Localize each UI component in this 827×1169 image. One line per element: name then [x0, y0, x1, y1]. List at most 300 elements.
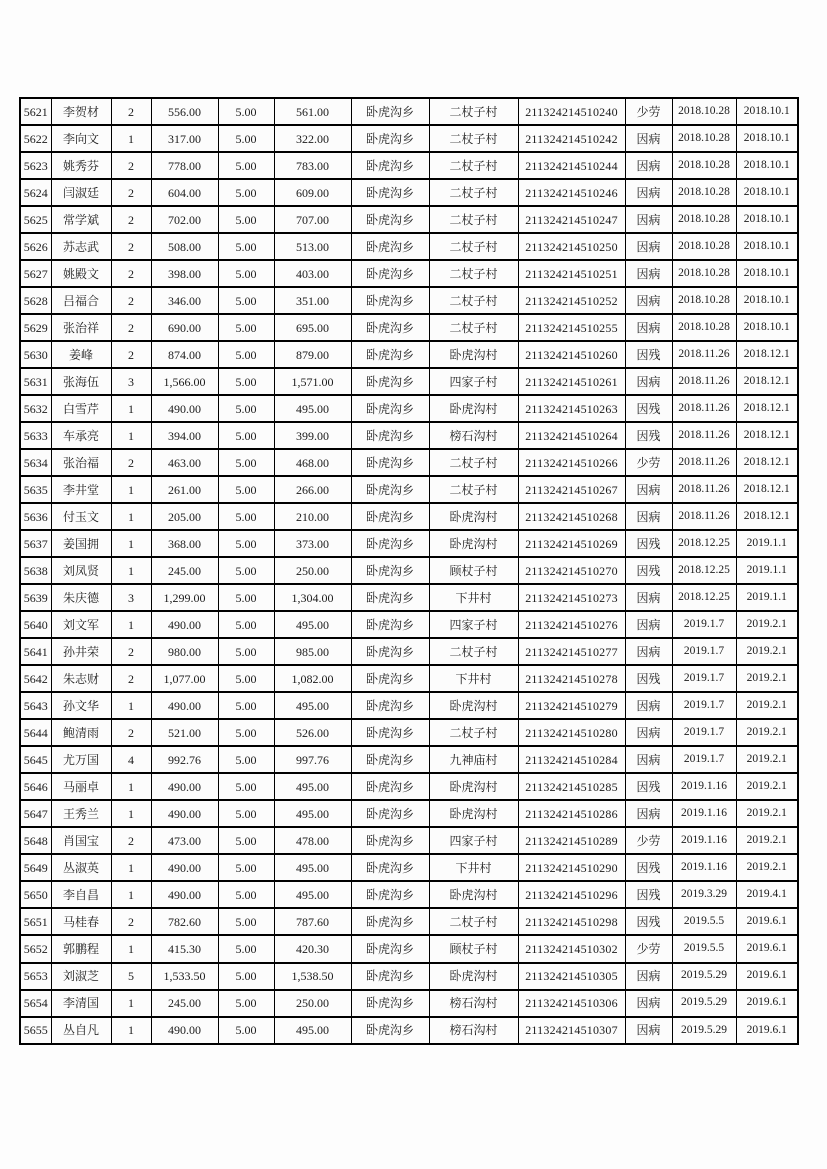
- table-row: [20, 665, 798, 692]
- cell-total-amount: 322.00: [274, 125, 351, 152]
- cell-seq: 5646: [20, 773, 51, 800]
- cell-person-name: 张治祥: [51, 314, 111, 341]
- cell-village: 卧虎沟村: [429, 963, 518, 990]
- cell-card-number: 211324214510302: [518, 935, 625, 962]
- cell-approval-date: 2019.5.29: [672, 1017, 736, 1044]
- cell-household-count: 1: [111, 557, 151, 584]
- table-row: [20, 449, 798, 476]
- cell-township: 卧虎沟乡: [351, 746, 429, 773]
- cell-poverty-reason: 因病: [625, 638, 672, 665]
- cell-card-number: 211324214510269: [518, 530, 625, 557]
- cell-village: 四家子村: [429, 611, 518, 638]
- cell-base-amount: 490.00: [151, 800, 218, 827]
- cell-poverty-reason: 因病: [625, 260, 672, 287]
- cell-person-name: 李向文: [51, 125, 111, 152]
- cell-approval-date: 2019.1.7: [672, 692, 736, 719]
- cell-seq: 5652: [20, 935, 51, 962]
- cell-base-amount: 261.00: [151, 476, 218, 503]
- cell-poverty-reason: 因病: [625, 611, 672, 638]
- cell-township: 卧虎沟乡: [351, 395, 429, 422]
- cell-total-amount: 495.00: [274, 881, 351, 908]
- cell-total-amount: 783.00: [274, 152, 351, 179]
- cell-base-amount: 473.00: [151, 827, 218, 854]
- cell-base-amount: 463.00: [151, 449, 218, 476]
- cell-village: 顾杖子村: [429, 935, 518, 962]
- cell-township: 卧虎沟乡: [351, 476, 429, 503]
- cell-township: 卧虎沟乡: [351, 908, 429, 935]
- table-row: [20, 368, 798, 395]
- cell-base-amount: 874.00: [151, 341, 218, 368]
- cell-card-number: 211324214510261: [518, 368, 625, 395]
- cell-card-number: 211324214510263: [518, 395, 625, 422]
- cell-village: 下井村: [429, 854, 518, 881]
- cell-effective-date: 2019.6.1: [736, 908, 798, 935]
- cell-effective-date: 2019.2.1: [736, 611, 798, 638]
- cell-approval-date: 2018.10.28: [672, 206, 736, 233]
- table-row: [20, 746, 798, 773]
- cell-effective-date: 2019.6.1: [736, 963, 798, 990]
- cell-price-subsidy: 5.00: [218, 611, 274, 638]
- cell-seq: 5630: [20, 341, 51, 368]
- cell-household-count: 2: [111, 719, 151, 746]
- cell-village: 顾杖子村: [429, 557, 518, 584]
- cell-total-amount: 561.00: [274, 98, 351, 125]
- cell-approval-date: 2019.5.5: [672, 935, 736, 962]
- cell-effective-date: 2019.2.1: [736, 719, 798, 746]
- cell-poverty-reason: 因病: [625, 800, 672, 827]
- cell-poverty-reason: 因残: [625, 557, 672, 584]
- cell-person-name: 朱庆德: [51, 584, 111, 611]
- cell-card-number: 211324214510268: [518, 503, 625, 530]
- cell-poverty-reason: 因残: [625, 773, 672, 800]
- cell-household-count: 1: [111, 125, 151, 152]
- cell-household-count: 1: [111, 395, 151, 422]
- cell-seq: 5635: [20, 476, 51, 503]
- cell-approval-date: 2019.1.7: [672, 611, 736, 638]
- cell-total-amount: 526.00: [274, 719, 351, 746]
- cell-approval-date: 2019.1.16: [672, 854, 736, 881]
- cell-effective-date: 2018.12.1: [736, 503, 798, 530]
- cell-village: 二杖子村: [429, 179, 518, 206]
- cell-person-name: 刘凤贤: [51, 557, 111, 584]
- cell-person-name: 马丽卓: [51, 773, 111, 800]
- cell-price-subsidy: 5.00: [218, 314, 274, 341]
- cell-card-number: 211324214510290: [518, 854, 625, 881]
- cell-approval-date: 2018.11.26: [672, 341, 736, 368]
- cell-price-subsidy: 5.00: [218, 341, 274, 368]
- cell-effective-date: 2019.2.1: [736, 773, 798, 800]
- cell-base-amount: 980.00: [151, 638, 218, 665]
- cell-seq: 5634: [20, 449, 51, 476]
- table-row: [20, 719, 798, 746]
- cell-approval-date: 2018.11.26: [672, 476, 736, 503]
- table-row: [20, 152, 798, 179]
- cell-price-subsidy: 5.00: [218, 990, 274, 1017]
- cell-person-name: 丛自凡: [51, 1017, 111, 1044]
- cell-price-subsidy: 5.00: [218, 963, 274, 990]
- cell-approval-date: 2018.11.26: [672, 395, 736, 422]
- cell-total-amount: 879.00: [274, 341, 351, 368]
- cell-seq: 5627: [20, 260, 51, 287]
- cell-total-amount: 1,538.50: [274, 963, 351, 990]
- cell-seq: 5626: [20, 233, 51, 260]
- table-row: [20, 341, 798, 368]
- cell-village: 榜石沟村: [429, 1017, 518, 1044]
- cell-approval-date: 2018.11.26: [672, 449, 736, 476]
- cell-household-count: 1: [111, 854, 151, 881]
- cell-poverty-reason: 因病: [625, 692, 672, 719]
- cell-village: 四家子村: [429, 368, 518, 395]
- cell-township: 卧虎沟乡: [351, 692, 429, 719]
- cell-person-name: 刘文军: [51, 611, 111, 638]
- cell-township: 卧虎沟乡: [351, 314, 429, 341]
- cell-seq: 5623: [20, 152, 51, 179]
- cell-township: 卧虎沟乡: [351, 98, 429, 125]
- cell-card-number: 211324214510305: [518, 963, 625, 990]
- cell-effective-date: 2019.2.1: [736, 638, 798, 665]
- cell-person-name: 李贺材: [51, 98, 111, 125]
- cell-poverty-reason: 因病: [625, 963, 672, 990]
- cell-effective-date: 2018.10.1: [736, 206, 798, 233]
- cell-person-name: 张治福: [51, 449, 111, 476]
- cell-person-name: 孙文华: [51, 692, 111, 719]
- cell-household-count: 1: [111, 422, 151, 449]
- cell-approval-date: 2018.11.26: [672, 503, 736, 530]
- cell-seq: 5632: [20, 395, 51, 422]
- cell-township: 卧虎沟乡: [351, 233, 429, 260]
- cell-total-amount: 250.00: [274, 990, 351, 1017]
- cell-township: 卧虎沟乡: [351, 206, 429, 233]
- cell-approval-date: 2019.5.29: [672, 990, 736, 1017]
- cell-person-name: 白雪芹: [51, 395, 111, 422]
- cell-seq: 5650: [20, 881, 51, 908]
- cell-household-count: 5: [111, 963, 151, 990]
- cell-township: 卧虎沟乡: [351, 341, 429, 368]
- cell-total-amount: 210.00: [274, 503, 351, 530]
- cell-village: 榜石沟村: [429, 990, 518, 1017]
- cell-township: 卧虎沟乡: [351, 503, 429, 530]
- cell-seq: 5640: [20, 611, 51, 638]
- cell-price-subsidy: 5.00: [218, 584, 274, 611]
- cell-effective-date: 2019.2.1: [736, 665, 798, 692]
- cell-card-number: 211324214510266: [518, 449, 625, 476]
- cell-base-amount: 490.00: [151, 395, 218, 422]
- cell-price-subsidy: 5.00: [218, 638, 274, 665]
- table-row: [20, 557, 798, 584]
- cell-seq: 5622: [20, 125, 51, 152]
- cell-base-amount: 556.00: [151, 98, 218, 125]
- cell-township: 卧虎沟乡: [351, 422, 429, 449]
- cell-seq: 5638: [20, 557, 51, 584]
- cell-total-amount: 468.00: [274, 449, 351, 476]
- cell-price-subsidy: 5.00: [218, 476, 274, 503]
- cell-card-number: 211324214510246: [518, 179, 625, 206]
- cell-poverty-reason: 因残: [625, 395, 672, 422]
- cell-effective-date: 2019.6.1: [736, 935, 798, 962]
- cell-total-amount: 495.00: [274, 854, 351, 881]
- cell-village: 二杖子村: [429, 908, 518, 935]
- cell-seq: 5639: [20, 584, 51, 611]
- cell-household-count: 2: [111, 341, 151, 368]
- cell-seq: 5643: [20, 692, 51, 719]
- cell-township: 卧虎沟乡: [351, 963, 429, 990]
- cell-township: 卧虎沟乡: [351, 665, 429, 692]
- cell-village: 二杖子村: [429, 287, 518, 314]
- cell-card-number: 211324214510285: [518, 773, 625, 800]
- cell-approval-date: 2018.11.26: [672, 422, 736, 449]
- cell-total-amount: 478.00: [274, 827, 351, 854]
- table-row: [20, 692, 798, 719]
- cell-approval-date: 2018.10.28: [672, 125, 736, 152]
- cell-village: 二杖子村: [429, 719, 518, 746]
- cell-card-number: 211324214510242: [518, 125, 625, 152]
- cell-poverty-reason: 少劳: [625, 98, 672, 125]
- cell-poverty-reason: 因病: [625, 287, 672, 314]
- cell-village: 卧虎沟村: [429, 800, 518, 827]
- cell-household-count: 1: [111, 530, 151, 557]
- cell-township: 卧虎沟乡: [351, 287, 429, 314]
- cell-person-name: 吕福合: [51, 287, 111, 314]
- cell-village: 二杖子村: [429, 206, 518, 233]
- cell-card-number: 211324214510250: [518, 233, 625, 260]
- cell-poverty-reason: 因病: [625, 990, 672, 1017]
- cell-total-amount: 266.00: [274, 476, 351, 503]
- table-row: [20, 260, 798, 287]
- table-row: [20, 990, 798, 1017]
- cell-price-subsidy: 5.00: [218, 449, 274, 476]
- cell-seq: 5621: [20, 98, 51, 125]
- cell-base-amount: 521.00: [151, 719, 218, 746]
- cell-effective-date: 2018.10.1: [736, 233, 798, 260]
- cell-township: 卧虎沟乡: [351, 827, 429, 854]
- cell-person-name: 肖国宝: [51, 827, 111, 854]
- cell-township: 卧虎沟乡: [351, 719, 429, 746]
- table-row: [20, 881, 798, 908]
- cell-person-name: 马桂春: [51, 908, 111, 935]
- cell-household-count: 2: [111, 449, 151, 476]
- cell-township: 卧虎沟乡: [351, 990, 429, 1017]
- cell-approval-date: 2018.12.25: [672, 530, 736, 557]
- cell-household-count: 2: [111, 908, 151, 935]
- cell-poverty-reason: 因病: [625, 368, 672, 395]
- cell-card-number: 211324214510276: [518, 611, 625, 638]
- cell-poverty-reason: 因残: [625, 908, 672, 935]
- cell-person-name: 鲍清雨: [51, 719, 111, 746]
- cell-effective-date: 2018.12.1: [736, 395, 798, 422]
- cell-person-name: 孙井荣: [51, 638, 111, 665]
- cell-base-amount: 1,077.00: [151, 665, 218, 692]
- cell-household-count: 1: [111, 935, 151, 962]
- cell-price-subsidy: 5.00: [218, 233, 274, 260]
- cell-township: 卧虎沟乡: [351, 935, 429, 962]
- cell-card-number: 211324214510289: [518, 827, 625, 854]
- cell-poverty-reason: 少劳: [625, 935, 672, 962]
- cell-card-number: 211324214510251: [518, 260, 625, 287]
- cell-township: 卧虎沟乡: [351, 530, 429, 557]
- cell-base-amount: 317.00: [151, 125, 218, 152]
- cell-poverty-reason: 因残: [625, 530, 672, 557]
- cell-total-amount: 513.00: [274, 233, 351, 260]
- cell-total-amount: 1,304.00: [274, 584, 351, 611]
- cell-poverty-reason: 因残: [625, 881, 672, 908]
- cell-base-amount: 778.00: [151, 152, 218, 179]
- cell-approval-date: 2019.1.7: [672, 665, 736, 692]
- cell-card-number: 211324214510279: [518, 692, 625, 719]
- cell-price-subsidy: 5.00: [218, 557, 274, 584]
- cell-effective-date: 2018.10.1: [736, 152, 798, 179]
- cell-price-subsidy: 5.00: [218, 827, 274, 854]
- cell-household-count: 1: [111, 1017, 151, 1044]
- cell-village: 卧虎沟村: [429, 503, 518, 530]
- cell-seq: 5651: [20, 908, 51, 935]
- cell-card-number: 211324214510252: [518, 287, 625, 314]
- cell-village: 二杖子村: [429, 449, 518, 476]
- cell-base-amount: 508.00: [151, 233, 218, 260]
- cell-approval-date: 2019.1.16: [672, 773, 736, 800]
- cell-approval-date: 2018.10.28: [672, 233, 736, 260]
- cell-township: 卧虎沟乡: [351, 584, 429, 611]
- cell-approval-date: 2019.3.29: [672, 881, 736, 908]
- cell-person-name: 李自昌: [51, 881, 111, 908]
- cell-household-count: 2: [111, 233, 151, 260]
- table-row: [20, 287, 798, 314]
- cell-household-count: 1: [111, 800, 151, 827]
- subsidy-register-table: [19, 97, 799, 1045]
- cell-card-number: 211324214510273: [518, 584, 625, 611]
- cell-total-amount: 373.00: [274, 530, 351, 557]
- cell-poverty-reason: 因病: [625, 1017, 672, 1044]
- cell-village: 下井村: [429, 584, 518, 611]
- cell-price-subsidy: 5.00: [218, 854, 274, 881]
- cell-poverty-reason: 因病: [625, 152, 672, 179]
- cell-effective-date: 2018.12.1: [736, 422, 798, 449]
- cell-household-count: 1: [111, 881, 151, 908]
- cell-total-amount: 399.00: [274, 422, 351, 449]
- cell-card-number: 211324214510280: [518, 719, 625, 746]
- table-row: [20, 422, 798, 449]
- cell-household-count: 2: [111, 152, 151, 179]
- cell-total-amount: 985.00: [274, 638, 351, 665]
- table-row: [20, 611, 798, 638]
- cell-household-count: 2: [111, 179, 151, 206]
- cell-total-amount: 609.00: [274, 179, 351, 206]
- cell-base-amount: 1,299.00: [151, 584, 218, 611]
- cell-poverty-reason: 因病: [625, 719, 672, 746]
- cell-poverty-reason: 少劳: [625, 827, 672, 854]
- cell-township: 卧虎沟乡: [351, 800, 429, 827]
- cell-village: 九神庙村: [429, 746, 518, 773]
- cell-household-count: 1: [111, 990, 151, 1017]
- cell-poverty-reason: 少劳: [625, 449, 672, 476]
- cell-village: 卧虎沟村: [429, 530, 518, 557]
- cell-base-amount: 604.00: [151, 179, 218, 206]
- cell-person-name: 丛淑英: [51, 854, 111, 881]
- table-row: [20, 584, 798, 611]
- cell-price-subsidy: 5.00: [218, 206, 274, 233]
- cell-card-number: 211324214510255: [518, 314, 625, 341]
- cell-household-count: 3: [111, 584, 151, 611]
- table-row: [20, 963, 798, 990]
- cell-village: 卧虎沟村: [429, 341, 518, 368]
- cell-household-count: 1: [111, 692, 151, 719]
- table-row: [20, 1017, 798, 1044]
- table-row: [20, 503, 798, 530]
- cell-card-number: 211324214510264: [518, 422, 625, 449]
- cell-village: 二杖子村: [429, 152, 518, 179]
- cell-approval-date: 2018.10.28: [672, 152, 736, 179]
- cell-household-count: 2: [111, 314, 151, 341]
- cell-price-subsidy: 5.00: [218, 287, 274, 314]
- cell-card-number: 211324214510270: [518, 557, 625, 584]
- cell-total-amount: 495.00: [274, 773, 351, 800]
- cell-price-subsidy: 5.00: [218, 908, 274, 935]
- cell-price-subsidy: 5.00: [218, 881, 274, 908]
- cell-person-name: 姚秀芬: [51, 152, 111, 179]
- cell-township: 卧虎沟乡: [351, 557, 429, 584]
- cell-base-amount: 702.00: [151, 206, 218, 233]
- cell-household-count: 2: [111, 827, 151, 854]
- cell-approval-date: 2019.1.16: [672, 827, 736, 854]
- table-row: [20, 98, 798, 125]
- cell-card-number: 211324214510286: [518, 800, 625, 827]
- cell-card-number: 211324214510267: [518, 476, 625, 503]
- cell-card-number: 211324214510260: [518, 341, 625, 368]
- cell-effective-date: 2019.2.1: [736, 854, 798, 881]
- cell-effective-date: 2019.1.1: [736, 530, 798, 557]
- cell-seq: 5653: [20, 963, 51, 990]
- cell-village: 四家子村: [429, 827, 518, 854]
- cell-seq: 5628: [20, 287, 51, 314]
- cell-township: 卧虎沟乡: [351, 260, 429, 287]
- cell-base-amount: 992.76: [151, 746, 218, 773]
- cell-total-amount: 997.76: [274, 746, 351, 773]
- cell-price-subsidy: 5.00: [218, 800, 274, 827]
- cell-total-amount: 695.00: [274, 314, 351, 341]
- table-row: [20, 908, 798, 935]
- cell-seq: 5624: [20, 179, 51, 206]
- cell-total-amount: 495.00: [274, 692, 351, 719]
- cell-base-amount: 245.00: [151, 990, 218, 1017]
- cell-price-subsidy: 5.00: [218, 98, 274, 125]
- cell-base-amount: 690.00: [151, 314, 218, 341]
- cell-household-count: 1: [111, 503, 151, 530]
- cell-price-subsidy: 5.00: [218, 395, 274, 422]
- table-row: [20, 773, 798, 800]
- cell-township: 卧虎沟乡: [351, 449, 429, 476]
- cell-approval-date: 2019.5.29: [672, 963, 736, 990]
- cell-person-name: 付玉文: [51, 503, 111, 530]
- table-row: [20, 179, 798, 206]
- cell-person-name: 姜峰: [51, 341, 111, 368]
- cell-effective-date: 2019.6.1: [736, 990, 798, 1017]
- cell-poverty-reason: 因残: [625, 341, 672, 368]
- cell-township: 卧虎沟乡: [351, 125, 429, 152]
- cell-total-amount: 495.00: [274, 611, 351, 638]
- cell-total-amount: 403.00: [274, 260, 351, 287]
- cell-seq: 5649: [20, 854, 51, 881]
- cell-effective-date: 2019.1.1: [736, 557, 798, 584]
- cell-base-amount: 368.00: [151, 530, 218, 557]
- table-row: [20, 314, 798, 341]
- cell-card-number: 211324214510277: [518, 638, 625, 665]
- cell-effective-date: 2019.2.1: [736, 800, 798, 827]
- cell-approval-date: 2018.12.25: [672, 584, 736, 611]
- cell-effective-date: 2018.12.1: [736, 449, 798, 476]
- cell-approval-date: 2018.10.28: [672, 98, 736, 125]
- cell-household-count: 1: [111, 611, 151, 638]
- cell-effective-date: 2019.1.1: [736, 584, 798, 611]
- table-row: [20, 935, 798, 962]
